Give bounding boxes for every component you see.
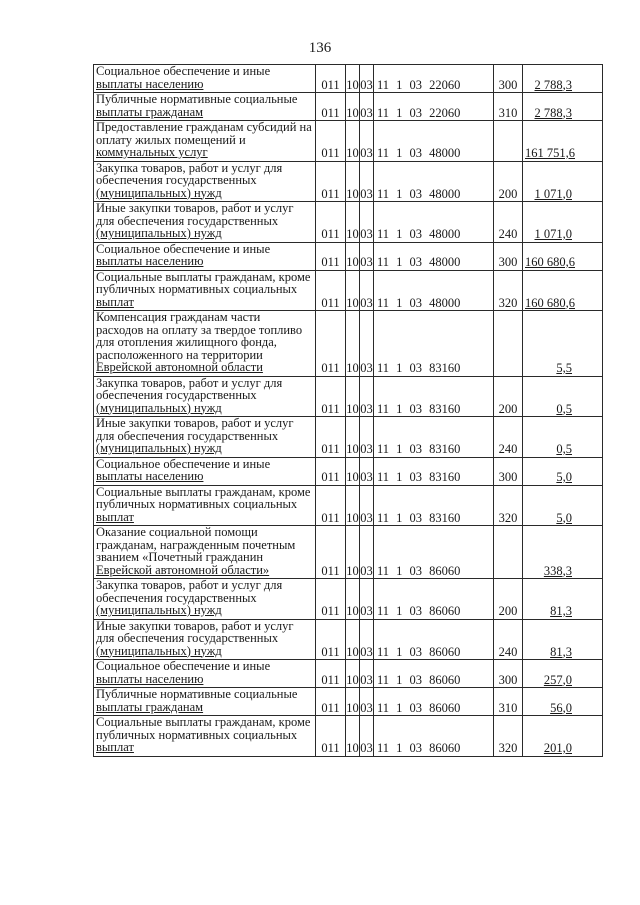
expense-name-line: для отопления жилищного фонда, (96, 335, 277, 349)
expense-name-line: (муниципальных) нужд (96, 643, 222, 658)
admin-code-cell: 011 (316, 121, 346, 162)
expense-name-line: Оказание социальной помощи (96, 525, 258, 539)
table-row (94, 457, 603, 485)
target-article-cell: 11 1 03 83160 (374, 376, 494, 417)
expense-type-cell: 240 (494, 619, 523, 660)
subsection-code-cell: 03 (360, 457, 374, 485)
table-row (94, 526, 603, 579)
admin-code-cell: 011 (316, 417, 346, 458)
expense-name-cell (94, 485, 316, 526)
table-row (94, 121, 603, 162)
expense-name-line: Социальное обеспечение и иные (96, 457, 271, 471)
table-row (94, 161, 603, 202)
amount-value: 81,3 (550, 604, 572, 618)
target-article-cell: 11 1 03 86060 (374, 716, 494, 757)
target-article-cell: 11 1 03 48000 (374, 270, 494, 311)
target-article-cell: 11 1 03 86060 (374, 688, 494, 716)
budget-table (93, 64, 603, 757)
expense-name-line: выплаты населению (96, 254, 204, 268)
amount-cell (523, 202, 603, 243)
expense-name-line: Компенсация гражданам части (96, 310, 261, 324)
expense-name-line: гражданам, награжденным почетным (96, 537, 296, 552)
table-row (94, 688, 603, 716)
section-code-cell: 10 (346, 485, 360, 526)
expense-name-line: Закупка товаров, работ и услуг для (96, 376, 283, 390)
expense-name-line: для обеспечения государственных (96, 631, 279, 645)
section-code-cell: 10 (346, 121, 360, 162)
expense-type-cell: 320 (494, 270, 523, 311)
amount-value: 161 751,6 (525, 146, 575, 160)
expense-name-line: выплаты населению (96, 671, 204, 686)
amount-cell (523, 485, 603, 526)
amount-cell (523, 457, 603, 485)
expense-name-line: расходов на оплату за твердое топливо (96, 322, 303, 337)
expense-name-cell (94, 242, 316, 270)
subsection-code-cell: 03 (360, 485, 374, 526)
expense-name-cell (94, 457, 316, 485)
section-code-cell: 10 (346, 688, 360, 716)
expense-name-cell (94, 579, 316, 620)
section-code-cell: 10 (346, 93, 360, 121)
expense-name-line: Иные закупки товаров, работ и услуг (96, 416, 294, 430)
admin-code-cell: 011 (316, 161, 346, 202)
expense-name-line: Закупка товаров, работ и услуг для (96, 161, 283, 175)
amount-cell (523, 579, 603, 620)
subsection-code-cell: 03 (360, 688, 374, 716)
amount-value: 0,5 (556, 442, 572, 456)
target-article-cell: 11 1 03 83160 (374, 485, 494, 526)
expense-name-line: выплаты гражданам (96, 699, 204, 714)
expense-type-cell: 200 (494, 579, 523, 620)
expense-name-line: обеспечения государственных (96, 173, 257, 187)
amount-cell (523, 161, 603, 202)
section-code-cell: 10 (346, 417, 360, 458)
expense-name-line: Социальное обеспечение и иные (96, 242, 271, 256)
expense-name-line: выплат (96, 294, 134, 309)
expense-name-line: публичных нормативных социальных (96, 282, 298, 296)
amount-value: 5,5 (556, 361, 572, 375)
expense-name-cell (94, 65, 316, 93)
admin-code-cell: 011 (316, 688, 346, 716)
expense-name-cell (94, 688, 316, 716)
expense-name-line: расположенного на территории (96, 347, 263, 362)
amount-value: 56,0 (550, 700, 572, 715)
target-article-cell: 11 1 03 83160 (374, 457, 494, 485)
section-code-cell: 10 (346, 526, 360, 579)
subsection-code-cell: 03 (360, 202, 374, 243)
expense-name-line: Социальное обеспечение и иные (96, 64, 271, 78)
amount-value: 338,3 (543, 563, 572, 578)
expense-name-line: Иные закупки товаров, работ и услуг (96, 619, 294, 633)
expense-type-cell (494, 526, 523, 579)
expense-type-cell: 310 (494, 688, 523, 716)
admin-code-cell: 011 (316, 716, 346, 757)
table-row (94, 376, 603, 417)
expense-name-line: обеспечения государственных (96, 590, 257, 605)
admin-code-cell: 011 (316, 457, 346, 485)
expense-name-line: выплат (96, 509, 134, 524)
expense-name-line: выплаты населению (96, 76, 204, 91)
section-code-cell: 10 (346, 376, 360, 417)
target-article-cell: 11 1 03 86060 (374, 660, 494, 688)
amount-value: 160 680,6 (525, 295, 575, 310)
amount-value: 201,0 (543, 741, 572, 755)
expense-name-cell (94, 660, 316, 688)
table-row (94, 485, 603, 526)
section-code-cell: 10 (346, 457, 360, 485)
amount-value: 81,3 (550, 644, 572, 659)
expense-type-cell (494, 121, 523, 162)
expense-name-cell (94, 121, 316, 162)
amount-cell (523, 65, 603, 93)
admin-code-cell: 011 (316, 93, 346, 121)
section-code-cell: 10 (346, 202, 360, 243)
amount-cell (523, 311, 603, 377)
subsection-code-cell: 03 (360, 311, 374, 377)
table-row (94, 417, 603, 458)
table-row (94, 270, 603, 311)
target-article-cell: 11 1 03 83160 (374, 417, 494, 458)
amount-cell (523, 619, 603, 660)
table-row (94, 93, 603, 121)
amount-cell (523, 93, 603, 121)
expense-name-line: оплату жилых помещений и (96, 132, 246, 147)
amount-value: 5,0 (556, 510, 572, 525)
expense-name-line: званием «Почетный гражданин (96, 550, 264, 564)
subsection-code-cell: 03 (360, 660, 374, 688)
admin-code-cell: 011 (316, 270, 346, 311)
expense-name-cell (94, 311, 316, 377)
expense-name-line: Предоставление гражданам субсидий на (96, 120, 312, 134)
admin-code-cell: 011 (316, 619, 346, 660)
expense-name-line: (муниципальных) нужд (96, 603, 222, 617)
section-code-cell: 10 (346, 619, 360, 660)
expense-name-line: Социальное обеспечение и иные (96, 659, 271, 673)
expense-type-cell: 200 (494, 376, 523, 417)
table-row (94, 311, 603, 377)
target-article-cell: 11 1 03 48000 (374, 242, 494, 270)
amount-value: 5,0 (556, 470, 572, 484)
expense-name-line: выплаты гражданам (96, 104, 204, 119)
subsection-code-cell: 03 (360, 242, 374, 270)
amount-value: 1 071,0 (534, 227, 572, 241)
amount-cell (523, 660, 603, 688)
amount-cell (523, 270, 603, 311)
subsection-code-cell: 03 (360, 526, 374, 579)
target-article-cell: 11 1 03 48000 (374, 202, 494, 243)
section-code-cell: 10 (346, 579, 360, 620)
target-article-cell: 11 1 03 22060 (374, 93, 494, 121)
table-row (94, 202, 603, 243)
section-code-cell: 10 (346, 716, 360, 757)
target-article-cell: 11 1 03 48000 (374, 121, 494, 162)
expense-type-cell: 300 (494, 457, 523, 485)
table-row (94, 619, 603, 660)
expense-name-line: Социальные выплаты гражданам, кроме (96, 715, 311, 729)
section-code-cell: 10 (346, 65, 360, 93)
admin-code-cell: 011 (316, 376, 346, 417)
amount-value: 257,0 (543, 672, 572, 687)
expense-name-cell (94, 619, 316, 660)
expense-name-line: Публичные нормативные социальные (96, 687, 298, 701)
table-row (94, 65, 603, 93)
admin-code-cell: 011 (316, 65, 346, 93)
subsection-code-cell: 03 (360, 121, 374, 162)
subsection-code-cell: 03 (360, 417, 374, 458)
section-code-cell: 10 (346, 242, 360, 270)
subsection-code-cell: 03 (360, 93, 374, 121)
amount-value: 0,5 (556, 401, 572, 416)
expense-name-line: (муниципальных) нужд (96, 441, 222, 455)
expense-name-line: Еврейской автономной области (96, 360, 263, 374)
table-row (94, 660, 603, 688)
amount-cell (523, 121, 603, 162)
expense-name-line: Иные закупки товаров, работ и услуг (96, 201, 294, 215)
expense-name-line: (муниципальных) нужд (96, 400, 222, 415)
amount-cell (523, 376, 603, 417)
table-row (94, 242, 603, 270)
expense-name-cell (94, 417, 316, 458)
expense-type-cell: 320 (494, 485, 523, 526)
expense-name-cell (94, 716, 316, 757)
expense-name-line: для обеспечения государственных (96, 428, 279, 443)
subsection-code-cell: 03 (360, 270, 374, 311)
expense-name-cell (94, 161, 316, 202)
amount-value: 1 071,0 (534, 186, 572, 201)
table-row (94, 716, 603, 757)
table-body (94, 65, 603, 757)
admin-code-cell: 011 (316, 660, 346, 688)
expense-name-line: публичных нормативных социальных (96, 497, 298, 511)
expense-name-line: выплаты населению (96, 469, 204, 483)
amount-value: 160 680,6 (525, 255, 575, 269)
expense-type-cell: 300 (494, 242, 523, 270)
expense-name-cell (94, 93, 316, 121)
subsection-code-cell: 03 (360, 161, 374, 202)
expense-name-line: Закупка товаров, работ и услуг для (96, 578, 283, 592)
expense-type-cell: 240 (494, 202, 523, 243)
expense-name-line: Социальные выплаты гражданам, кроме (96, 270, 311, 284)
amount-cell (523, 688, 603, 716)
expense-name-line: Социальные выплаты гражданам, кроме (96, 485, 311, 499)
target-article-cell: 11 1 03 86060 (374, 579, 494, 620)
expense-name-line: (муниципальных) нужд (96, 226, 222, 240)
target-article-cell: 11 1 03 48000 (374, 161, 494, 202)
expense-name-line: коммунальных услуг (96, 145, 208, 159)
expense-name-cell (94, 270, 316, 311)
admin-code-cell: 011 (316, 311, 346, 377)
amount-value: 2 788,3 (534, 77, 572, 92)
expense-type-cell: 300 (494, 65, 523, 93)
expense-type-cell (494, 311, 523, 377)
table-row (94, 579, 603, 620)
expense-name-line: Публичные нормативные социальные (96, 92, 298, 106)
expense-type-cell: 200 (494, 161, 523, 202)
expense-name-cell (94, 526, 316, 579)
page-number: 136 (308, 40, 332, 56)
section-code-cell: 10 (346, 161, 360, 202)
subsection-code-cell: 03 (360, 65, 374, 93)
admin-code-cell: 011 (316, 242, 346, 270)
expense-type-cell: 300 (494, 660, 523, 688)
amount-cell (523, 716, 603, 757)
subsection-code-cell: 03 (360, 619, 374, 660)
amount-cell (523, 242, 603, 270)
expense-name-line: (муниципальных) нужд (96, 185, 222, 200)
expense-type-cell: 320 (494, 716, 523, 757)
subsection-code-cell: 03 (360, 579, 374, 620)
expense-name-cell (94, 202, 316, 243)
expense-name-line: публичных нормативных социальных (96, 727, 298, 742)
section-code-cell: 10 (346, 270, 360, 311)
expense-type-cell: 310 (494, 93, 523, 121)
target-article-cell: 11 1 03 83160 (374, 311, 494, 377)
target-article-cell: 11 1 03 22060 (374, 65, 494, 93)
expense-name-line: обеспечения государственных (96, 388, 257, 402)
section-code-cell: 10 (346, 660, 360, 688)
expense-name-line: выплат (96, 740, 134, 754)
expense-type-cell: 240 (494, 417, 523, 458)
expense-name-line: для обеспечения государственных (96, 213, 279, 228)
admin-code-cell: 011 (316, 526, 346, 579)
expense-name-cell (94, 376, 316, 417)
subsection-code-cell: 03 (360, 716, 374, 757)
target-article-cell: 11 1 03 86060 (374, 526, 494, 579)
expense-name-line: Еврейской автономной области» (96, 562, 270, 577)
section-code-cell: 10 (346, 311, 360, 377)
amount-cell (523, 417, 603, 458)
admin-code-cell: 011 (316, 485, 346, 526)
amount-value: 2 788,3 (534, 105, 572, 120)
admin-code-cell: 011 (316, 202, 346, 243)
subsection-code-cell: 03 (360, 376, 374, 417)
amount-cell (523, 526, 603, 579)
admin-code-cell: 011 (316, 579, 346, 620)
target-article-cell: 11 1 03 86060 (374, 619, 494, 660)
